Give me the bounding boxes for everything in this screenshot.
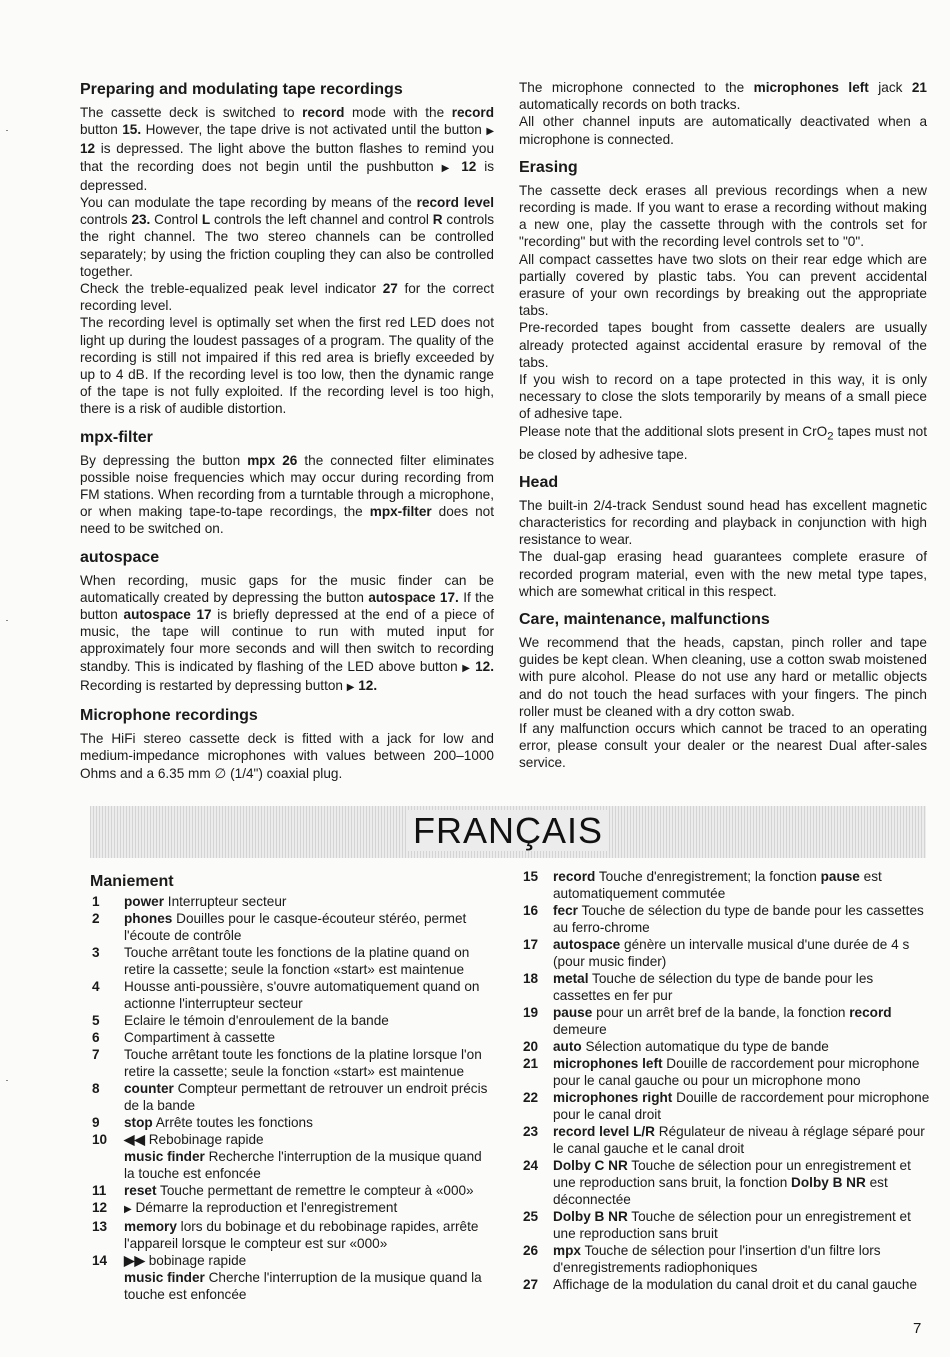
section-body: When recording, music gaps for the music finder can be automatically created by depressing the button autospace 17. If the button autospace 17 is briefly depressed at the end of a piece of music, the tape will continue to run with muted input for approximately four more seconds and will then switch to recording standby. This is indicated by flashing of the LED above button ▶ 12. Recording is restarted by depressing button ▶ 12.	[80, 572, 494, 693]
section-erasing	[519, 158, 927, 463]
item-number: 15	[523, 869, 539, 884]
item-description: autospace génère un intervalle musical d'une durée de 4 s (pour music finder)	[553, 937, 910, 969]
item-number: 17	[523, 937, 539, 952]
control-list-item	[90, 1029, 495, 1046]
control-list-item	[523, 902, 933, 936]
page-number: 7	[913, 1320, 922, 1337]
control-list-item	[90, 1046, 495, 1080]
control-list-item	[523, 936, 933, 970]
item-description: metal Touche de sélection du type de bande pour les cassettes en fer pur	[553, 971, 874, 1003]
section-heading: Preparing and modulating tape recordings	[80, 81, 403, 98]
item-number: 3	[92, 945, 100, 960]
section-body: The built-in 2/4-track Sendust sound head has excellent magnetic characteristics for recording and playback in conjunction with high resistance to wear. The dual-gap erasing head guarantees complete erasure of recorded program material, even with the new metal type tapes, which are somewhat critical in this respect.	[519, 497, 927, 599]
section-heading: autospace	[80, 548, 160, 566]
section-mpx-filter	[80, 428, 494, 538]
item-number: 19	[523, 1005, 539, 1020]
item-number: 5	[92, 1013, 100, 1028]
item-description: fecr Touche de sélection du type de bande pour les cassettes au ferro-chrome	[553, 903, 924, 935]
section-care-maintenance-malfunctions	[519, 610, 927, 772]
control-list-item	[90, 1252, 495, 1303]
section-intro	[519, 79, 927, 148]
item-number: 11	[92, 1183, 107, 1198]
item-number: 13	[92, 1219, 108, 1234]
item-description: phones Douilles pour le casque-écouteur stéréo, permet l'écoute de contrôle	[124, 911, 467, 943]
item-number: 24	[523, 1158, 539, 1173]
section-heading: mpx-filter	[80, 428, 153, 446]
francais-right-list	[523, 868, 933, 1293]
control-list-item	[523, 1276, 933, 1293]
item-number: 22	[523, 1090, 539, 1105]
scan-mark	[6, 130, 8, 131]
item-number: 7	[92, 1047, 100, 1062]
item-description: microphones right Douille de raccordement pour microphone pour le canal droit	[553, 1090, 930, 1122]
item-description: memory lors du bobinage et du rebobinage rapides, arrête l'appareil lorsque le compteur est sur «000»	[124, 1219, 479, 1251]
francais-left-list	[90, 893, 495, 1303]
section-heading-maniement: Maniement	[90, 873, 174, 890]
control-list-item	[90, 1218, 495, 1252]
control-list-item	[523, 1242, 933, 1276]
control-list-item	[90, 1080, 495, 1114]
section-body: By depressing the button mpx 26 the connected filter eliminates possible noise frequencies which may occur during recording from FM stations. When recording from a turntable through a microphone, or when making tape-to-tape recordings, the mpx-filter does not need to be switched on.	[80, 452, 495, 537]
section-body: The cassette deck is switched to record mode with the record button 15. However, the tape drive is not activated until the button ▶ 12 is depressed. The light above the button flashes to remind you that the recording does not begin until the pushbutton ▶ 12 is depressed. You can modulate the tape recording by means of the record level controls 23. Control L controls the left channel and control R controls the right channel. The two stereo channels can be controlled separately; by using the friction coupling they can also be controlled together. Check the treble-equalized peak level indicator 27 for the correct recording level. The recording level is optimally set when the first red LED does not light up during the loudest passages of a program. The quality of the recording is still not impaired if this red area is briefly exceeded by up to 4 dB. If the recording level is too low, then the dynamic range of the tape is not fully exploited. If the recording level is too high, there is a risk of audible distortion.	[80, 105, 495, 417]
control-list-item	[90, 1182, 495, 1199]
item-description: microphones left Douille de raccordement pour microphone pour le canal gauche ou pour un microphone mono	[553, 1056, 920, 1088]
english-left-column	[80, 80, 494, 782]
control-list-item	[523, 1123, 933, 1157]
item-description: Dolby C NR Touche de sélection pour un enregistrement et une reproduction sans bruit, la fonction Dolby B NR est déconnectée	[553, 1158, 911, 1207]
control-list-item	[90, 1131, 495, 1182]
item-description: Dolby B NR Touche de sélection pour un enregistrement et une reproduction sans bruit	[553, 1209, 911, 1241]
item-number: 25	[523, 1209, 539, 1224]
item-description: reset Touche permettant de remettre le compteur à «000»	[124, 1183, 474, 1198]
control-list-item	[90, 978, 495, 1012]
section-heading: Erasing	[519, 158, 578, 176]
control-list-item	[523, 1157, 933, 1208]
item-number: 2	[92, 911, 100, 926]
control-list-item	[523, 1089, 933, 1123]
item-description: record level L/R Régulateur de niveau à réglage séparé pour le canal gauche et le canal droit	[553, 1124, 925, 1156]
scan-mark	[6, 620, 8, 621]
section-heading: Care, maintenance, malfunctions	[519, 611, 770, 628]
control-list-item	[523, 868, 933, 902]
item-number: 21	[523, 1056, 539, 1071]
item-description: record Touche d'enregistrement; la fonction pause est automatiquement commutée	[553, 869, 882, 901]
section-heading: Microphone recordings	[80, 707, 258, 725]
control-list-item	[90, 1012, 495, 1029]
control-list-item	[523, 970, 933, 1004]
item-number: 20	[523, 1039, 539, 1054]
item-number: 16	[523, 903, 539, 918]
english-right-column	[519, 79, 927, 772]
item-description: Touche arrêtant toute les fonctions de la platine quand on retire la cassette; seule la fonction «start» est maintenue	[124, 945, 470, 977]
control-list-item	[523, 1055, 933, 1089]
control-list-item	[90, 1199, 495, 1218]
section-microphone-recordings	[80, 706, 494, 782]
item-number: 26	[523, 1243, 539, 1258]
section-preparing-and-modulating-tape-recordings	[80, 80, 494, 418]
section-heading: Head	[519, 473, 559, 491]
section-body: The HiFi stereo cassette deck is fitted with a jack for low and medium-impedance microphones with values between 200–1000 Ohms and a 6.35 mm ∅ (1/4") coaxial plug.	[80, 731, 494, 781]
control-list-item	[90, 893, 495, 910]
item-description: mpx Touche de sélection pour l'insertion d'un filtre lors d'enregistrements radiophoniques	[553, 1243, 881, 1275]
item-description: ▶▶ bobinage rapide music finder Cherche l'interruption de la musique quand la touche est enfoncée	[124, 1253, 482, 1302]
item-description: pause pour un arrêt bref de la bande, la fonction record demeure	[553, 1005, 892, 1037]
scan-mark	[6, 1080, 8, 1081]
item-description: counter Compteur permettant de retrouver un endroit précis de la bande	[124, 1081, 488, 1113]
section-body: We recommend that the heads, capstan, pinch roller and tape guides be kept clean. When cleaning, use a cotton swab moistened with pure alcohol. Please do not use any hard or metallic objects and do not touch the head surfaces with your fingers. The pinch roller must be cleaned with a dry cotton swab. If any malfunction occurs which cannot be traced to an operating error, please consult your dealer or the nearest Dual after-sales service.	[519, 635, 927, 771]
item-number: 27	[523, 1277, 539, 1292]
item-description: ◀◀ Rebobinage rapide music finder Recherche l'interruption de la musique quand la touche est enfoncée	[124, 1132, 482, 1181]
item-description: Eclaire le témoin d'enroulement de la bande	[124, 1013, 389, 1028]
item-description: ▶ Démarre la reproduction et l'enregistrement	[124, 1200, 398, 1215]
control-list-item	[523, 1208, 933, 1242]
section-head	[519, 473, 927, 600]
francais-left-column	[90, 872, 495, 1303]
control-list-item	[90, 944, 495, 978]
section-body: The cassette deck erases all previous recordings when a new recording is made. If you want to erase a recording without making a new one, play the cassette through with the controls set for "recording" but with the recording level controls set to "0". All compact cassettes have two slots on their rear edge which are partially covered by plastic tabs. You can prevent accidental erasure of your own recordings by breaking out the appropriate tabs. Pre-recorded tapes bought from cassette dealers are usually already protected against accidental erasure by removal of the tabs. If you wish to record on a tape protected in this way, it is only necessary to close the slots temporarily by means of a small piece of adhesive tape. Please note that the additional slots present in CrO$_2$ tapes must not be closed by adhesive tape.	[519, 182, 927, 462]
item-number: 18	[523, 971, 539, 986]
item-number: 6	[92, 1030, 100, 1045]
item-number: 8	[92, 1081, 100, 1096]
item-description: Housse anti-poussière, s'ouvre automatiquement quand on actionne l'interrupteur secteur	[124, 979, 480, 1011]
item-number: 9	[92, 1115, 100, 1130]
item-description: auto Sélection automatique du type de bande	[553, 1039, 829, 1054]
item-number: 12	[92, 1200, 108, 1215]
item-number: 10	[92, 1132, 108, 1147]
control-list-item	[90, 910, 495, 944]
item-description: Touche arrêtant toute les fonctions de la platine lorsque l'on retire la cassette; seule la fonction «start» est maintenue	[124, 1047, 482, 1079]
control-list-item	[90, 1114, 495, 1131]
section-autospace	[80, 548, 494, 696]
francais-right-column	[523, 868, 933, 1293]
banner-title: FRANÇAIS	[407, 810, 609, 851]
item-number: 14	[92, 1253, 108, 1268]
control-list-item	[523, 1038, 933, 1055]
section-body: The microphone connected to the microphones left jack 21 automatically records on both tracks. All other channel inputs are automatically deactivated when a microphone is connected.	[519, 80, 927, 147]
control-list-item	[523, 1004, 933, 1038]
item-number: 1	[92, 894, 100, 909]
francais-banner	[90, 806, 926, 858]
item-description: stop Arrête toutes les fonctions	[124, 1115, 313, 1130]
item-number: 23	[523, 1124, 539, 1139]
item-description: Affichage de la modulation du canal droit et du canal gauche	[553, 1277, 918, 1292]
item-number: 4	[92, 979, 100, 994]
item-description: power Interrupteur secteur	[124, 894, 287, 909]
item-description: Compartiment à cassette	[124, 1030, 276, 1045]
